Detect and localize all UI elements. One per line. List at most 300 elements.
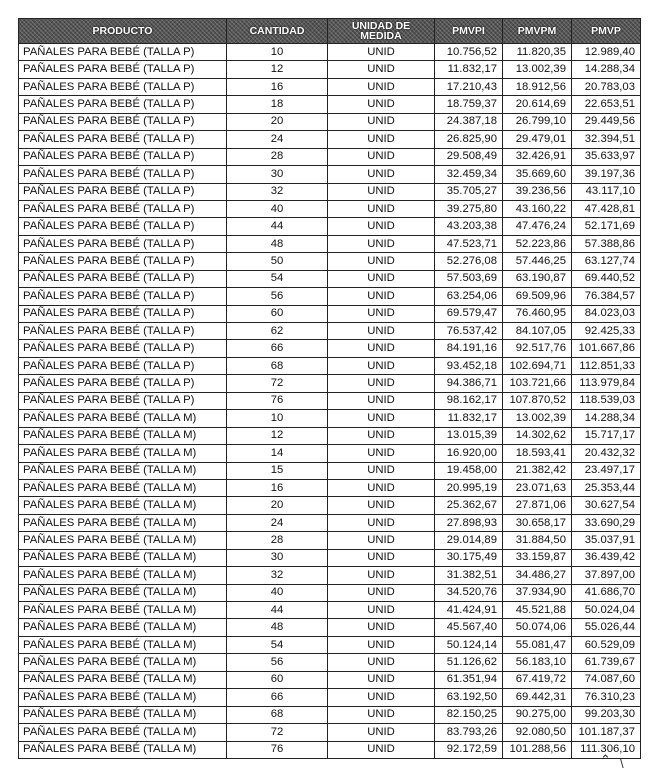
cell-pmvp: 112.851,33 bbox=[572, 357, 641, 374]
cell-unidad: UNID bbox=[328, 288, 435, 305]
cell-producto: PAÑALES PARA BEBÉ (TALLA M) bbox=[19, 671, 227, 688]
cell-producto: PAÑALES PARA BEBÉ (TALLA P) bbox=[19, 288, 227, 305]
cell-pmvpm: 92.080,50 bbox=[503, 724, 572, 741]
cell-pmvpi: 92.172,59 bbox=[435, 741, 503, 758]
cell-producto: PAÑALES PARA BEBÉ (TALLA P) bbox=[19, 357, 227, 374]
cell-unidad: UNID bbox=[328, 270, 435, 287]
cell-cantidad: 28 bbox=[227, 532, 328, 549]
cell-pmvp: 74.087,60 bbox=[572, 671, 641, 688]
cell-cantidad: 50 bbox=[227, 253, 328, 270]
cell-cantidad: 30 bbox=[227, 166, 328, 183]
cell-cantidad: 56 bbox=[227, 654, 328, 671]
cell-pmvpi: 13.015,39 bbox=[435, 427, 503, 444]
cell-unidad: UNID bbox=[328, 44, 435, 61]
table-row bbox=[19, 427, 641, 444]
cell-cantidad: 40 bbox=[227, 584, 328, 601]
header-unidad-medida bbox=[328, 19, 435, 44]
cell-pmvpm: 18.593,41 bbox=[503, 445, 572, 462]
table-row bbox=[19, 392, 641, 409]
header-producto: PRODUCTO bbox=[19, 19, 227, 44]
header-pmvpi: PMVPI bbox=[435, 19, 503, 44]
cell-unidad: UNID bbox=[328, 549, 435, 566]
cell-cantidad: 66 bbox=[227, 340, 328, 357]
cell-pmvp: 61.739,67 bbox=[572, 654, 641, 671]
table-row bbox=[19, 218, 641, 235]
cell-producto: PAÑALES PARA BEBÉ (TALLA P) bbox=[19, 253, 227, 270]
cell-unidad: UNID bbox=[328, 166, 435, 183]
cell-producto: PAÑALES PARA BEBÉ (TALLA M) bbox=[19, 706, 227, 723]
cell-producto: PAÑALES PARA BEBÉ (TALLA P) bbox=[19, 270, 227, 287]
cell-unidad: UNID bbox=[328, 671, 435, 688]
cell-pmvpm: 63.190,87 bbox=[503, 270, 572, 287]
cell-producto: PAÑALES PARA BEBÉ (TALLA P) bbox=[19, 96, 227, 113]
table-row bbox=[19, 148, 641, 165]
table-row bbox=[19, 235, 641, 252]
table-row bbox=[19, 654, 641, 671]
cell-cantidad: 20 bbox=[227, 497, 328, 514]
cell-pmvpm: 18.912,56 bbox=[503, 78, 572, 95]
cell-cantidad: 48 bbox=[227, 235, 328, 252]
cell-pmvpi: 11.832,17 bbox=[435, 61, 503, 78]
cell-pmvpm: 84.107,05 bbox=[503, 323, 572, 340]
cell-pmvpm: 20.614,69 bbox=[503, 96, 572, 113]
cell-unidad: UNID bbox=[328, 636, 435, 653]
cell-pmvp: 35.633,97 bbox=[572, 148, 641, 165]
cell-pmvpi: 76.537,42 bbox=[435, 323, 503, 340]
cell-producto: PAÑALES PARA BEBÉ (TALLA M) bbox=[19, 602, 227, 619]
table-row bbox=[19, 166, 641, 183]
cell-pmvpi: 94.386,71 bbox=[435, 375, 503, 392]
cell-pmvp: 20.783,03 bbox=[572, 78, 641, 95]
cell-cantidad: 72 bbox=[227, 724, 328, 741]
cell-pmvpm: 13.002,39 bbox=[503, 61, 572, 78]
cell-producto: PAÑALES PARA BEBÉ (TALLA P) bbox=[19, 131, 227, 148]
cell-producto: PAÑALES PARA BEBÉ (TALLA P) bbox=[19, 200, 227, 217]
table-row bbox=[19, 706, 641, 723]
cell-pmvpi: 39.275,80 bbox=[435, 200, 503, 217]
table-row bbox=[19, 497, 641, 514]
cell-pmvpi: 84.191,16 bbox=[435, 340, 503, 357]
table-row bbox=[19, 532, 641, 549]
cell-cantidad: 54 bbox=[227, 270, 328, 287]
cell-pmvpm: 103.721,66 bbox=[503, 375, 572, 392]
cell-pmvp: 111.306,10 bbox=[572, 741, 641, 758]
cell-cantidad: 16 bbox=[227, 78, 328, 95]
cell-producto: PAÑALES PARA BEBÉ (TALLA M) bbox=[19, 724, 227, 741]
cell-pmvp: 32.394,51 bbox=[572, 131, 641, 148]
table-row bbox=[19, 479, 641, 496]
table-row bbox=[19, 462, 641, 479]
cell-unidad: UNID bbox=[328, 235, 435, 252]
cell-unidad: UNID bbox=[328, 584, 435, 601]
cell-producto: PAÑALES PARA BEBÉ (TALLA P) bbox=[19, 375, 227, 392]
cell-unidad: UNID bbox=[328, 392, 435, 409]
table-row bbox=[19, 741, 641, 758]
cell-producto: PAÑALES PARA BEBÉ (TALLA P) bbox=[19, 392, 227, 409]
cell-unidad: UNID bbox=[328, 357, 435, 374]
cell-pmvpm: 47.476,24 bbox=[503, 218, 572, 235]
header-unidad-line2: MEDIDA bbox=[360, 30, 402, 42]
cell-pmvpi: 82.150,25 bbox=[435, 706, 503, 723]
cell-pmvpm: 33.159,87 bbox=[503, 549, 572, 566]
cell-pmvpm: 27.871,06 bbox=[503, 497, 572, 514]
cell-unidad: UNID bbox=[328, 427, 435, 444]
cell-unidad: UNID bbox=[328, 532, 435, 549]
cell-cantidad: 66 bbox=[227, 689, 328, 706]
cell-cantidad: 32 bbox=[227, 183, 328, 200]
cell-cantidad: 68 bbox=[227, 706, 328, 723]
cell-cantidad: 28 bbox=[227, 148, 328, 165]
cell-pmvp: 57.388,86 bbox=[572, 235, 641, 252]
cell-pmvp: 41.686,70 bbox=[572, 584, 641, 601]
cell-cantidad: 20 bbox=[227, 113, 328, 130]
cell-cantidad: 12 bbox=[227, 61, 328, 78]
table-header-row bbox=[19, 19, 641, 44]
cell-cantidad: 18 bbox=[227, 96, 328, 113]
cell-producto: PAÑALES PARA BEBÉ (TALLA M) bbox=[19, 410, 227, 427]
cell-pmvp: 35.037,91 bbox=[572, 532, 641, 549]
cell-unidad: UNID bbox=[328, 706, 435, 723]
cell-pmvp: 52.171,69 bbox=[572, 218, 641, 235]
cell-pmvpi: 41.424,91 bbox=[435, 602, 503, 619]
cell-unidad: UNID bbox=[328, 445, 435, 462]
cell-pmvpi: 57.503,69 bbox=[435, 270, 503, 287]
scan-mark-2: \ bbox=[620, 756, 624, 771]
table-row bbox=[19, 270, 641, 287]
table-row bbox=[19, 514, 641, 531]
cell-pmvpm: 29.479,01 bbox=[503, 131, 572, 148]
price-table-sheet bbox=[18, 18, 640, 759]
cell-unidad: UNID bbox=[328, 200, 435, 217]
cell-pmvpi: 52.276,08 bbox=[435, 253, 503, 270]
cell-pmvpi: 18.759,37 bbox=[435, 96, 503, 113]
cell-producto: PAÑALES PARA BEBÉ (TALLA P) bbox=[19, 61, 227, 78]
cell-pmvpi: 43.203,38 bbox=[435, 218, 503, 235]
table-row bbox=[19, 584, 641, 601]
cell-pmvp: 55.026,44 bbox=[572, 619, 641, 636]
price-table bbox=[18, 18, 641, 759]
cell-pmvpm: 11.820,35 bbox=[503, 44, 572, 61]
cell-pmvp: 63.127,74 bbox=[572, 253, 641, 270]
cell-producto: PAÑALES PARA BEBÉ (TALLA P) bbox=[19, 78, 227, 95]
cell-unidad: UNID bbox=[328, 78, 435, 95]
cell-producto: PAÑALES PARA BEBÉ (TALLA M) bbox=[19, 479, 227, 496]
cell-unidad: UNID bbox=[328, 689, 435, 706]
cell-pmvpm: 30.658,17 bbox=[503, 514, 572, 531]
cell-pmvp: 12.989,40 bbox=[572, 44, 641, 61]
cell-unidad: UNID bbox=[328, 218, 435, 235]
cell-pmvp: 22.653,51 bbox=[572, 96, 641, 113]
cell-producto: PAÑALES PARA BEBÉ (TALLA P) bbox=[19, 323, 227, 340]
cell-pmvpi: 27.898,93 bbox=[435, 514, 503, 531]
cell-pmvp: 25.353,44 bbox=[572, 479, 641, 496]
cell-cantidad: 76 bbox=[227, 741, 328, 758]
table-row bbox=[19, 671, 641, 688]
table-row bbox=[19, 96, 641, 113]
table-row bbox=[19, 131, 641, 148]
table-row bbox=[19, 78, 641, 95]
cell-pmvpi: 30.175,49 bbox=[435, 549, 503, 566]
cell-unidad: UNID bbox=[328, 741, 435, 758]
cell-unidad: UNID bbox=[328, 253, 435, 270]
cell-pmvpm: 52.223,86 bbox=[503, 235, 572, 252]
cell-unidad: UNID bbox=[328, 410, 435, 427]
cell-pmvpi: 69.579,47 bbox=[435, 305, 503, 322]
cell-cantidad: 24 bbox=[227, 514, 328, 531]
cell-producto: PAÑALES PARA BEBÉ (TALLA M) bbox=[19, 497, 227, 514]
cell-pmvp: 99.203,30 bbox=[572, 706, 641, 723]
table-body bbox=[19, 44, 641, 759]
cell-pmvpi: 16.920,00 bbox=[435, 445, 503, 462]
cell-pmvpm: 34.486,27 bbox=[503, 567, 572, 584]
cell-unidad: UNID bbox=[328, 305, 435, 322]
cell-pmvpm: 45.521,88 bbox=[503, 602, 572, 619]
cell-cantidad: 72 bbox=[227, 375, 328, 392]
cell-producto: PAÑALES PARA BEBÉ (TALLA M) bbox=[19, 445, 227, 462]
cell-cantidad: 62 bbox=[227, 323, 328, 340]
cell-pmvp: 30.627,54 bbox=[572, 497, 641, 514]
cell-unidad: UNID bbox=[328, 340, 435, 357]
cell-cantidad: 44 bbox=[227, 218, 328, 235]
cell-pmvpm: 76.460,95 bbox=[503, 305, 572, 322]
cell-pmvpm: 50.074,06 bbox=[503, 619, 572, 636]
cell-pmvpm: 13.002,39 bbox=[503, 410, 572, 427]
cell-pmvpm: 107.870,52 bbox=[503, 392, 572, 409]
cell-producto: PAÑALES PARA BEBÉ (TALLA P) bbox=[19, 340, 227, 357]
cell-pmvp: 15.717,17 bbox=[572, 427, 641, 444]
cell-pmvpi: 29.014,89 bbox=[435, 532, 503, 549]
cell-unidad: UNID bbox=[328, 497, 435, 514]
cell-pmvp: 92.425,33 bbox=[572, 323, 641, 340]
cell-pmvp: 113.979,84 bbox=[572, 375, 641, 392]
cell-producto: PAÑALES PARA BEBÉ (TALLA M) bbox=[19, 514, 227, 531]
cell-pmvpi: 32.459,34 bbox=[435, 166, 503, 183]
cell-producto: PAÑALES PARA BEBÉ (TALLA M) bbox=[19, 584, 227, 601]
cell-cantidad: 44 bbox=[227, 602, 328, 619]
cell-pmvpm: 14.302,62 bbox=[503, 427, 572, 444]
cell-pmvpm: 92.517,76 bbox=[503, 340, 572, 357]
table-row bbox=[19, 636, 641, 653]
scan-mark-1: ⌃ bbox=[600, 752, 611, 767]
table-row bbox=[19, 323, 641, 340]
cell-pmvpi: 45.567,40 bbox=[435, 619, 503, 636]
cell-producto: PAÑALES PARA BEBÉ (TALLA P) bbox=[19, 218, 227, 235]
cell-unidad: UNID bbox=[328, 479, 435, 496]
table-row bbox=[19, 689, 641, 706]
cell-pmvpi: 93.452,18 bbox=[435, 357, 503, 374]
cell-pmvpm: 37.934,90 bbox=[503, 584, 572, 601]
cell-pmvpi: 83.793,26 bbox=[435, 724, 503, 741]
table-row bbox=[19, 602, 641, 619]
cell-pmvpm: 102.694,71 bbox=[503, 357, 572, 374]
cell-unidad: UNID bbox=[328, 567, 435, 584]
cell-pmvp: 14.288,34 bbox=[572, 410, 641, 427]
cell-pmvp: 76.384,57 bbox=[572, 288, 641, 305]
cell-producto: PAÑALES PARA BEBÉ (TALLA M) bbox=[19, 549, 227, 566]
cell-producto: PAÑALES PARA BEBÉ (TALLA M) bbox=[19, 427, 227, 444]
cell-pmvpm: 31.884,50 bbox=[503, 532, 572, 549]
cell-cantidad: 76 bbox=[227, 392, 328, 409]
cell-pmvpi: 47.523,71 bbox=[435, 235, 503, 252]
cell-unidad: UNID bbox=[328, 602, 435, 619]
cell-pmvp: 118.539,03 bbox=[572, 392, 641, 409]
cell-cantidad: 10 bbox=[227, 410, 328, 427]
cell-pmvpm: 67.419,72 bbox=[503, 671, 572, 688]
cell-cantidad: 16 bbox=[227, 479, 328, 496]
cell-pmvp: 84.023,03 bbox=[572, 305, 641, 322]
cell-pmvpi: 11.832,17 bbox=[435, 410, 503, 427]
cell-pmvpm: 35.669,60 bbox=[503, 166, 572, 183]
cell-cantidad: 60 bbox=[227, 305, 328, 322]
cell-unidad: UNID bbox=[328, 61, 435, 78]
cell-producto: PAÑALES PARA BEBÉ (TALLA M) bbox=[19, 636, 227, 653]
cell-pmvp: 50.024,04 bbox=[572, 602, 641, 619]
cell-pmvp: 43.117,10 bbox=[572, 183, 641, 200]
header-pmvpm: PMVPM bbox=[503, 19, 572, 44]
cell-pmvpi: 29.508,49 bbox=[435, 148, 503, 165]
table-row bbox=[19, 619, 641, 636]
cell-pmvpi: 51.126,62 bbox=[435, 654, 503, 671]
cell-pmvpm: 101.288,56 bbox=[503, 741, 572, 758]
cell-pmvpm: 69.509,96 bbox=[503, 288, 572, 305]
cell-pmvpi: 63.254,06 bbox=[435, 288, 503, 305]
cell-unidad: UNID bbox=[328, 654, 435, 671]
cell-pmvpm: 69.442,31 bbox=[503, 689, 572, 706]
cell-pmvp: 23.497,17 bbox=[572, 462, 641, 479]
cell-unidad: UNID bbox=[328, 323, 435, 340]
cell-producto: PAÑALES PARA BEBÉ (TALLA M) bbox=[19, 741, 227, 758]
table-row bbox=[19, 340, 641, 357]
cell-pmvpm: 90.275,00 bbox=[503, 706, 572, 723]
table-row bbox=[19, 183, 641, 200]
cell-cantidad: 10 bbox=[227, 44, 328, 61]
cell-producto: PAÑALES PARA BEBÉ (TALLA M) bbox=[19, 532, 227, 549]
cell-cantidad: 54 bbox=[227, 636, 328, 653]
cell-pmvpi: 98.162,17 bbox=[435, 392, 503, 409]
cell-cantidad: 12 bbox=[227, 427, 328, 444]
cell-pmvp: 101.187,37 bbox=[572, 724, 641, 741]
cell-pmvpm: 39.236,56 bbox=[503, 183, 572, 200]
cell-unidad: UNID bbox=[328, 96, 435, 113]
table-row bbox=[19, 375, 641, 392]
cell-pmvpi: 26.825,90 bbox=[435, 131, 503, 148]
cell-producto: PAÑALES PARA BEBÉ (TALLA P) bbox=[19, 166, 227, 183]
cell-pmvpm: 32.426,91 bbox=[503, 148, 572, 165]
cell-producto: PAÑALES PARA BEBÉ (TALLA P) bbox=[19, 113, 227, 130]
cell-pmvpm: 57.446,25 bbox=[503, 253, 572, 270]
cell-unidad: UNID bbox=[328, 724, 435, 741]
table-row bbox=[19, 288, 641, 305]
table-row bbox=[19, 44, 641, 61]
cell-pmvpm: 26.799,10 bbox=[503, 113, 572, 130]
cell-unidad: UNID bbox=[328, 113, 435, 130]
cell-cantidad: 32 bbox=[227, 567, 328, 584]
cell-producto: PAÑALES PARA BEBÉ (TALLA M) bbox=[19, 689, 227, 706]
header-unidad-line1: UNIDAD DE bbox=[351, 20, 411, 32]
cell-cantidad: 68 bbox=[227, 357, 328, 374]
cell-unidad: UNID bbox=[328, 619, 435, 636]
cell-pmvpi: 17.210,43 bbox=[435, 78, 503, 95]
cell-cantidad: 56 bbox=[227, 288, 328, 305]
cell-unidad: UNID bbox=[328, 514, 435, 531]
cell-pmvpm: 21.382,42 bbox=[503, 462, 572, 479]
cell-pmvpi: 61.351,94 bbox=[435, 671, 503, 688]
cell-unidad: UNID bbox=[328, 462, 435, 479]
table-row bbox=[19, 410, 641, 427]
cell-pmvpm: 55.081,47 bbox=[503, 636, 572, 653]
cell-producto: PAÑALES PARA BEBÉ (TALLA P) bbox=[19, 44, 227, 61]
cell-pmvpi: 34.520,76 bbox=[435, 584, 503, 601]
cell-producto: PAÑALES PARA BEBÉ (TALLA P) bbox=[19, 148, 227, 165]
cell-pmvpm: 23.071,63 bbox=[503, 479, 572, 496]
table-row bbox=[19, 724, 641, 741]
table-row bbox=[19, 305, 641, 322]
cell-pmvp: 37.897,00 bbox=[572, 567, 641, 584]
table-row bbox=[19, 253, 641, 270]
cell-cantidad: 60 bbox=[227, 671, 328, 688]
cell-producto: PAÑALES PARA BEBÉ (TALLA M) bbox=[19, 462, 227, 479]
table-row bbox=[19, 113, 641, 130]
cell-producto: PAÑALES PARA BEBÉ (TALLA M) bbox=[19, 567, 227, 584]
cell-pmvp: 33.690,29 bbox=[572, 514, 641, 531]
cell-producto: PAÑALES PARA BEBÉ (TALLA M) bbox=[19, 619, 227, 636]
cell-unidad: UNID bbox=[328, 183, 435, 200]
cell-cantidad: 24 bbox=[227, 131, 328, 148]
cell-cantidad: 15 bbox=[227, 462, 328, 479]
cell-pmvpi: 63.192,50 bbox=[435, 689, 503, 706]
cell-producto: PAÑALES PARA BEBÉ (TALLA P) bbox=[19, 235, 227, 252]
cell-pmvp: 29.449,56 bbox=[572, 113, 641, 130]
table-row bbox=[19, 549, 641, 566]
cell-producto: PAÑALES PARA BEBÉ (TALLA M) bbox=[19, 654, 227, 671]
cell-unidad: UNID bbox=[328, 148, 435, 165]
cell-pmvpi: 35.705,27 bbox=[435, 183, 503, 200]
cell-pmvpi: 10.756,52 bbox=[435, 44, 503, 61]
header-pmvp: PMVP bbox=[572, 19, 641, 44]
cell-pmvp: 20.432,32 bbox=[572, 445, 641, 462]
cell-pmvpi: 20.995,19 bbox=[435, 479, 503, 496]
cell-pmvp: 60.529,09 bbox=[572, 636, 641, 653]
table-row bbox=[19, 567, 641, 584]
cell-pmvp: 39.197,36 bbox=[572, 166, 641, 183]
cell-unidad: UNID bbox=[328, 131, 435, 148]
cell-cantidad: 14 bbox=[227, 445, 328, 462]
cell-pmvp: 47.428,81 bbox=[572, 200, 641, 217]
cell-unidad: UNID bbox=[328, 375, 435, 392]
table-row bbox=[19, 61, 641, 78]
cell-pmvpi: 31.382,51 bbox=[435, 567, 503, 584]
cell-pmvp: 14.288,34 bbox=[572, 61, 641, 78]
cell-pmvp: 36.439,42 bbox=[572, 549, 641, 566]
cell-pmvp: 76.310,23 bbox=[572, 689, 641, 706]
cell-pmvpi: 19.458,00 bbox=[435, 462, 503, 479]
cell-cantidad: 30 bbox=[227, 549, 328, 566]
header-cantidad: CANTIDAD bbox=[227, 19, 328, 44]
cell-pmvpi: 25.362,67 bbox=[435, 497, 503, 514]
cell-producto: PAÑALES PARA BEBÉ (TALLA P) bbox=[19, 183, 227, 200]
table-row bbox=[19, 357, 641, 374]
cell-pmvpi: 24.387,18 bbox=[435, 113, 503, 130]
cell-pmvpm: 43.160,22 bbox=[503, 200, 572, 217]
cell-pmvpi: 50.124,14 bbox=[435, 636, 503, 653]
cell-pmvp: 101.667,86 bbox=[572, 340, 641, 357]
cell-pmvp: 69.440,52 bbox=[572, 270, 641, 287]
cell-producto: PAÑALES PARA BEBÉ (TALLA P) bbox=[19, 305, 227, 322]
cell-cantidad: 48 bbox=[227, 619, 328, 636]
table-row bbox=[19, 200, 641, 217]
table-row bbox=[19, 445, 641, 462]
cell-cantidad: 40 bbox=[227, 200, 328, 217]
